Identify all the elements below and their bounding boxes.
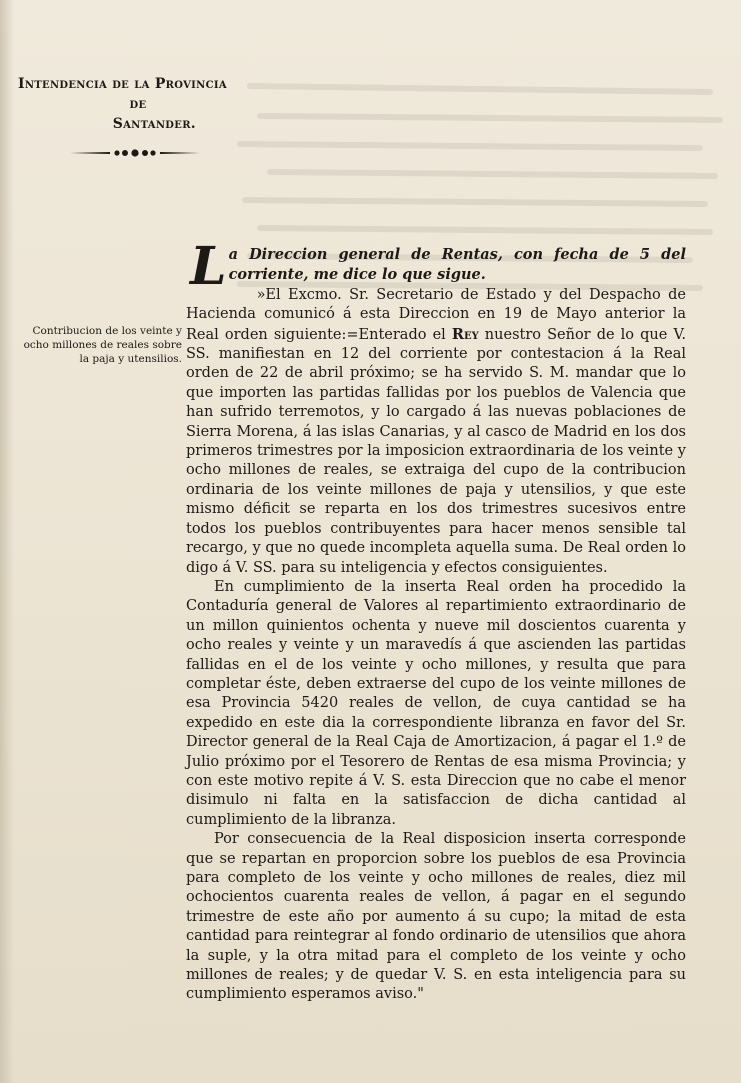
header-line-2: de [129, 96, 147, 112]
rey-word: Rey [451, 325, 479, 343]
paragraph-1-part-b: nuestro Señor de lo que V. SS. manifiestan en 12 del corriente por contestacion á la Real orden de 22 de abril próximo; se ha servido S. M. mandar que lo que importen las partidas fallidas por los pueblos de Valencia que han sufrido terremotos, y lo cargado á las nuevas poblaciones de Sierra Morena, á las islas Canarias, y al casco de Madrid en los dos primeros trimestres por la imposicion extraordinaria de los veinte y ocho millones de reales, se extraiga del cupo de la contribucion ordinaria de los veinte millones de paja y utensilios, y que este mismo déficit se reparta en los dos trimestres sucesivos entre todos los pueblos contribuyentes para hacer menos sensible tal recargo, y que no quede incompleta aquella suma. De Real orden lo digo á V. SS. para su inteligencia y efectos consiguientes. [186, 326, 686, 576]
paragraph-1-part-a: »El Excmo. Sr. Secretario de Estado y del Despacho de Hacienda comunicó á esta Direccion en 19 de Mayo anterior la Real orden siguiente:=Enterado el [186, 286, 686, 343]
header-line-1: Intendencia de la Provincia [18, 76, 227, 92]
document-header [18, 74, 254, 134]
document-body [186, 236, 686, 1005]
paragraph-1 [186, 286, 686, 578]
paragraph-3: Por consecuencia de la Real disposicion inserta corresponde que se repartan en proporcion sobre los pueblos de esa Provincia para completo de los veinte y ocho millones de reales, diez mil ochocientos cuarenta reales de vellon, á pagar en el segundo trimestre de este año por aumento á su cupo; la mitad de esta cantidad para reintegrar al fondo ordinario de utensilios que ahora la suple, y la otra mitad para el completo de los veinte y ocho millones de reales; y de quedar V. S. en esta inteligencia para su cumplimiento esperamos aviso." [186, 831, 686, 1003]
paragraph-2: En cumplimiento de la inserta Real orden ha procedido la Contaduría general de Valores al repartimiento extraordinario de un millon quinientos ochenta y nueve mil doscientos cuarenta y ocho reales y veinte y un maravedís á que ascienden las partidas fallidas en el de los veinte y ocho millones, y resulta que para completar éste, deben extraerse del cupo de los veinte millones de esa Provincia 5420 reales de vellon, de cuya cantidad se ha expedido en este dia la correspondiente libranza en favor del Sr. Director general de la Real Caja de Amortizacion, á pagar el 1.º de Julio próximo por el Tesorero de Rentas de esa misma Provincia; y con este motivo repite á V. S. esta Direccion que no cabe el menor disimulo ni falta en la satisfaccion de dicha cantidad al cumplimiento de la libranza. [186, 578, 686, 828]
margin-note: Contribucion de los veinte y ocho millones de reales sobre la paja y utensilios. [23, 325, 182, 365]
header-line-3: Santander. [112, 116, 196, 132]
opening-paragraph [186, 236, 686, 297]
drop-cap: L [190, 236, 227, 297]
opening-line: a Direccion general de Rentas, con fecha de 5 del corriente, me dice lo que sigue. [228, 246, 686, 284]
page-edge-shadow [0, 0, 14, 1083]
header-ornament-rule [70, 148, 200, 158]
